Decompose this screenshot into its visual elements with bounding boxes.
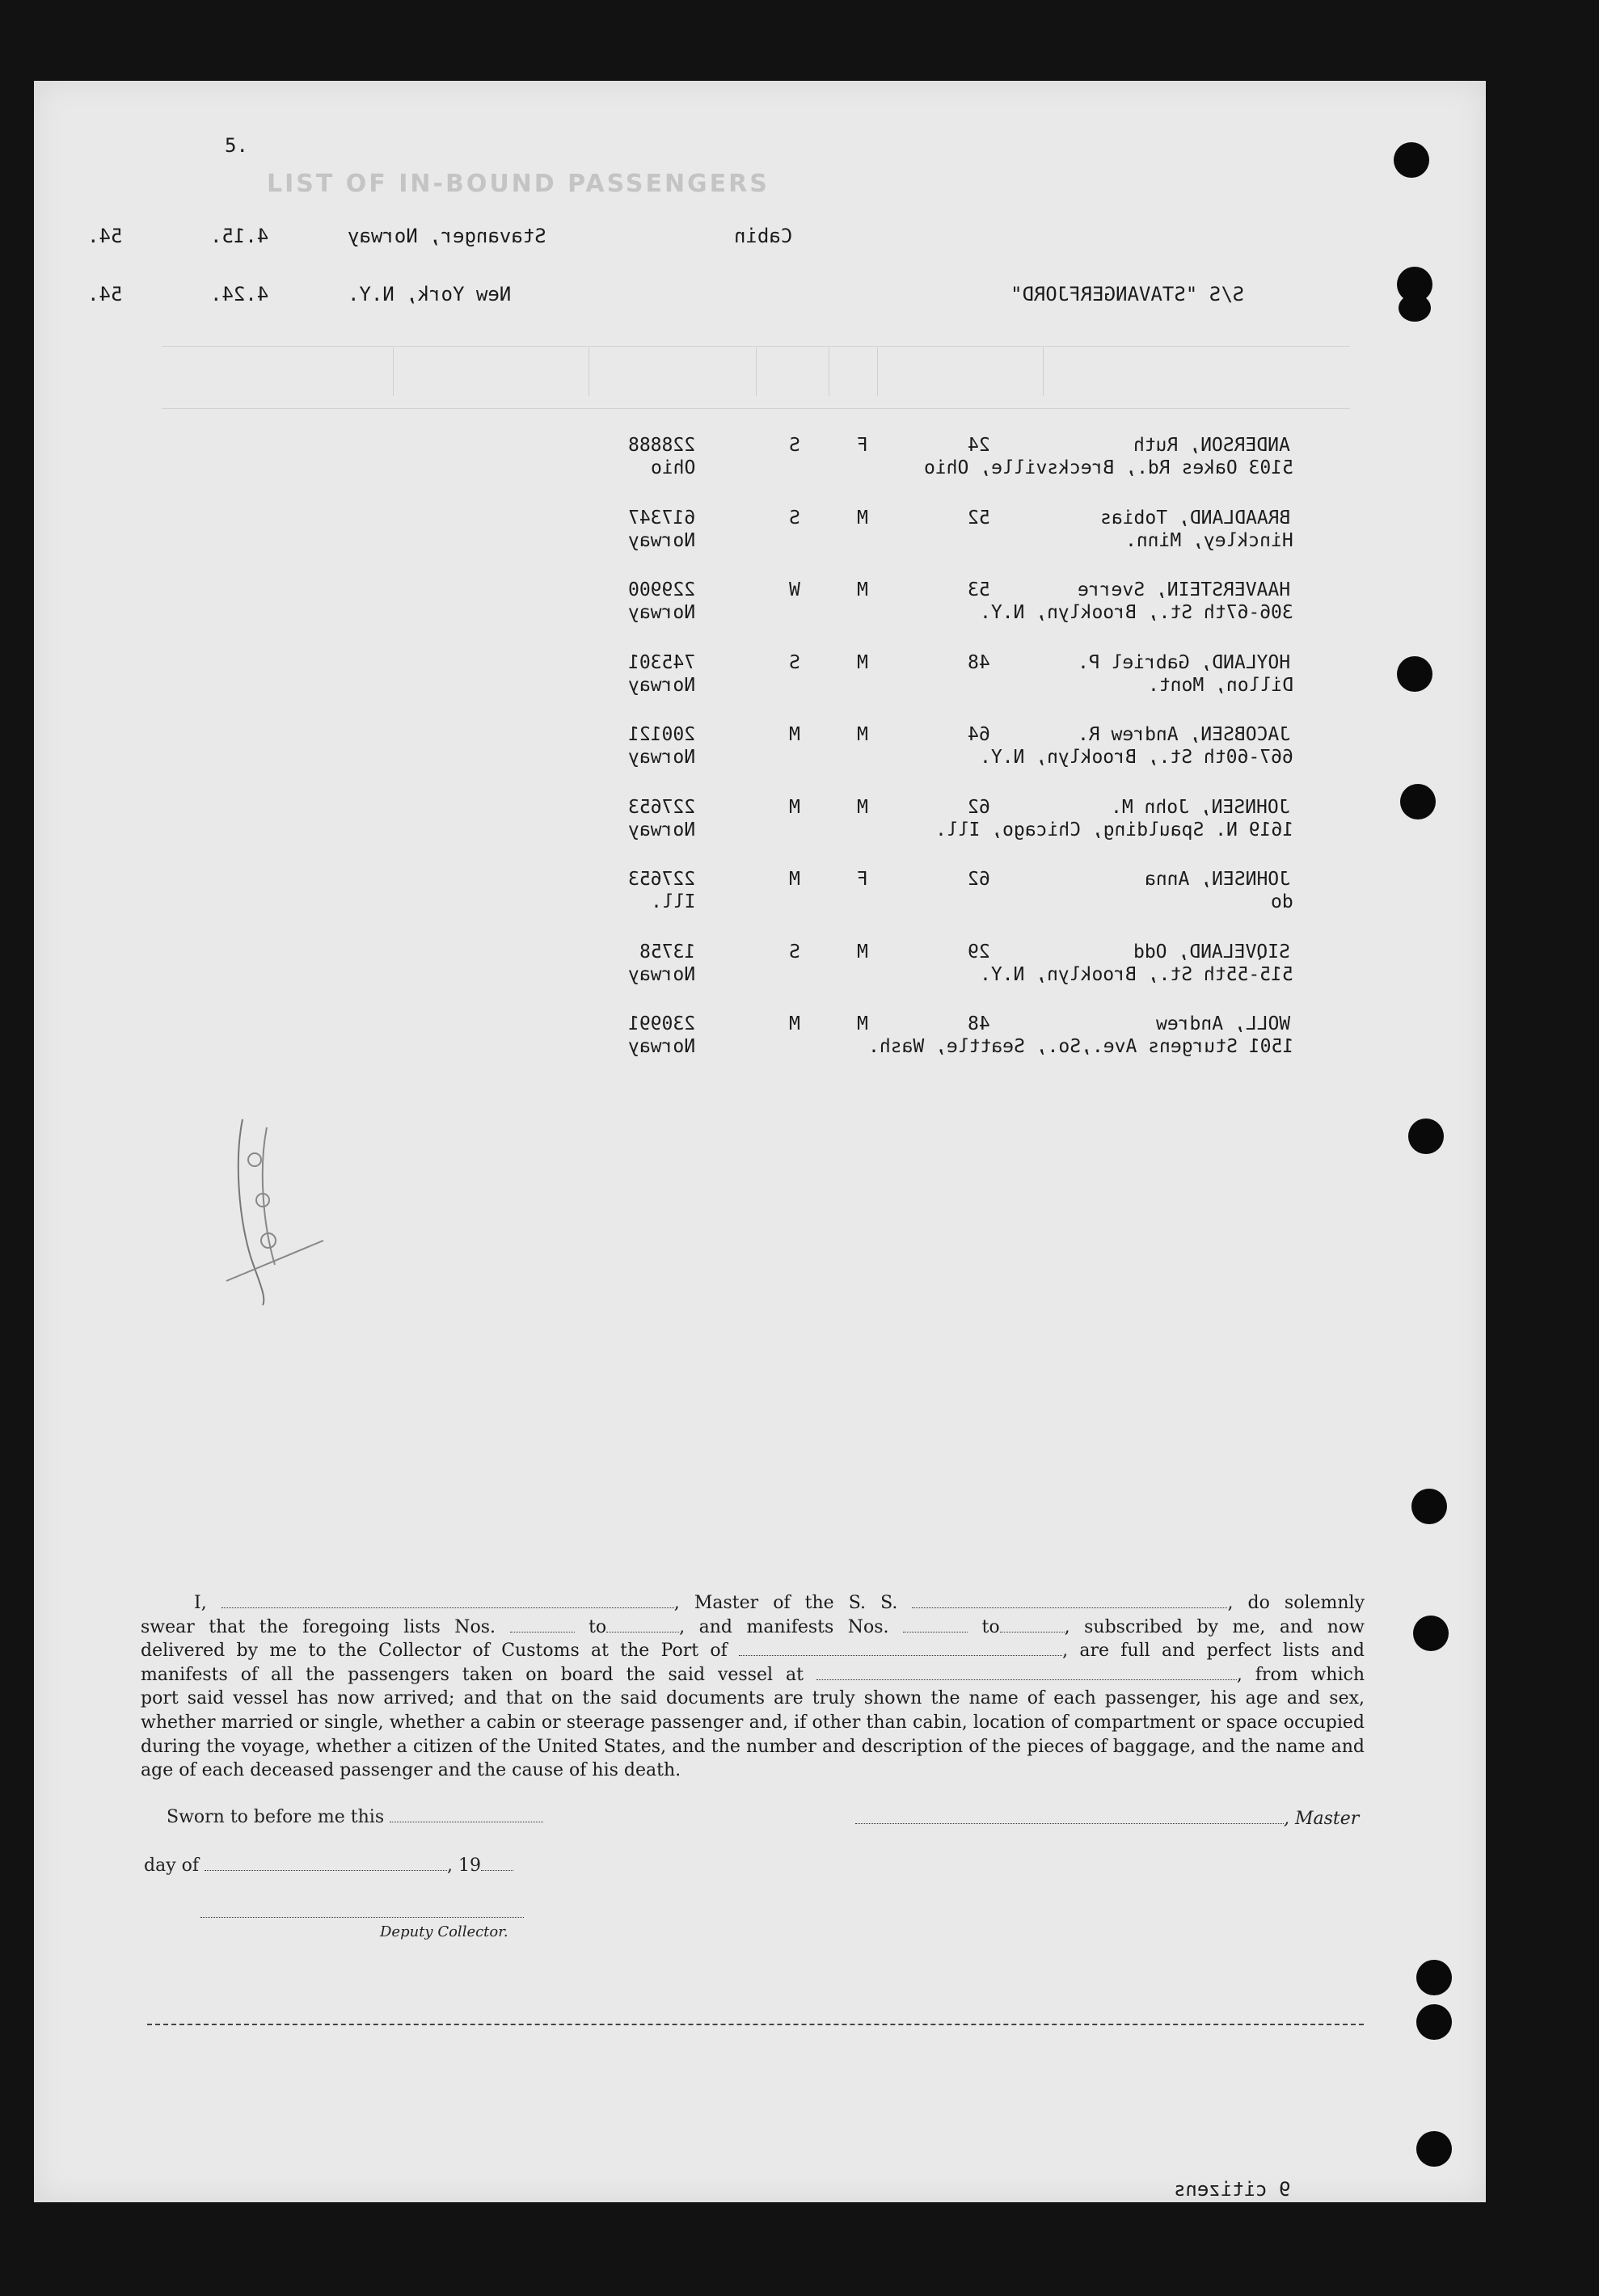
passenger-status: S [789, 507, 800, 529]
binder-hole [1416, 2004, 1452, 2040]
binder-hole [1397, 656, 1432, 692]
passenger-address: Hinckley, Minn. [1125, 529, 1293, 551]
passenger-address: 1501 Sturgens Ave.,So., Seattle, Wash. [867, 1036, 1293, 1057]
passenger-sex: M [857, 579, 868, 600]
passenger-address: Dillon, Mont. [1147, 674, 1293, 696]
deputy-collector-label: Deputy Collector. [380, 1923, 508, 1940]
passenger-sex: F [857, 869, 868, 890]
passenger-status: M [789, 724, 800, 745]
column-rule [393, 348, 394, 396]
passenger-sex: F [857, 435, 868, 456]
binder-hole [1399, 294, 1431, 322]
passenger-number: 229900 [627, 579, 695, 600]
passenger-origin: Norway [627, 602, 695, 623]
passenger-status: M [789, 1013, 800, 1034]
passenger-origin: Norway [627, 819, 695, 840]
pencil-tally-mark [218, 1111, 331, 1313]
passenger-name: SIQVELAND, Odd [1133, 941, 1290, 963]
header-port-1: Stavanger, Norway [348, 225, 546, 247]
passenger-name: HAAVERSTEIN, Sverre [1077, 579, 1290, 600]
passenger-origin: Ill. [650, 891, 695, 912]
header-class: Cabin [734, 225, 793, 247]
passenger-sex: M [857, 651, 868, 673]
passenger-sex: M [857, 507, 868, 529]
passenger-name: WOLL, Andrew [1155, 1013, 1290, 1034]
passenger-age: 64 [968, 724, 990, 745]
passenger-age: 29 [968, 941, 990, 963]
passenger-age: 53 [968, 579, 990, 600]
binder-hole [1408, 1119, 1444, 1154]
binder-hole [1394, 142, 1429, 178]
header-year-1: 54. [87, 225, 123, 247]
passenger-status: S [789, 435, 800, 456]
binder-hole [1400, 784, 1436, 819]
passenger-name: JACOBSEN, Andrew R. [1077, 724, 1290, 745]
citizens-note: 9 citizens [1174, 2178, 1291, 2201]
page-number: 5. [225, 134, 248, 157]
passenger-age: 24 [968, 435, 990, 456]
passenger-status: S [789, 651, 800, 673]
passenger-name: HOYLAND, Gabriel P. [1077, 651, 1290, 673]
bottom-rule [147, 2024, 1364, 2025]
passenger-address: do [1271, 891, 1293, 912]
column-rule [1043, 348, 1044, 396]
passenger-number: 617347 [627, 507, 695, 529]
passenger-sex: M [857, 1013, 868, 1034]
passenger-number: 227653 [627, 796, 695, 818]
form-title-ghost: LIST OF IN-BOUND PASSENGERS [267, 170, 770, 198]
passenger-origin: Ohio [650, 457, 695, 478]
passenger-age: 48 [968, 1013, 990, 1034]
passenger-origin: Norway [627, 1036, 695, 1057]
binder-hole [1416, 1960, 1452, 1995]
sworn-line: Sworn to before me this [167, 1807, 543, 1827]
header-year-2: 54. [87, 283, 123, 305]
passenger-origin: Norway [627, 674, 695, 696]
table-rule [162, 408, 1350, 409]
passenger-number: 200121 [627, 724, 695, 745]
passenger-address: 306-67th St., Brooklyn, N.Y. [980, 602, 1293, 623]
header-date-2: 4.24. [210, 283, 269, 305]
passenger-number: 745301 [627, 651, 695, 673]
passenger-address: 515-55th St., Brooklyn, N.Y. [980, 963, 1293, 985]
passenger-sex: M [857, 941, 868, 963]
passenger-status: M [789, 869, 800, 890]
passenger-origin: Norway [627, 747, 695, 768]
binder-hole [1416, 2131, 1452, 2167]
binder-hole [1411, 1489, 1447, 1524]
header-date-1: 4.15. [210, 225, 269, 247]
passenger-age: 62 [968, 869, 990, 890]
table-rule [162, 346, 1350, 347]
deputy-signature-rule [200, 1917, 524, 1918]
passenger-name: JOHNSEN, Anna [1144, 869, 1290, 890]
passenger-number: 228888 [627, 435, 695, 456]
passenger-status: W [789, 579, 800, 600]
passenger-sex: M [857, 724, 868, 745]
passenger-status: S [789, 941, 800, 963]
binder-hole [1413, 1616, 1449, 1651]
passenger-address: 5103 Oakes Rd., Brecksville, Ohio [924, 457, 1293, 478]
passenger-status: M [789, 796, 800, 818]
passenger-sex: M [857, 796, 868, 818]
passenger-age: 62 [968, 796, 990, 818]
column-rule [756, 348, 757, 396]
header-port-2: New York, N.Y. [348, 283, 512, 305]
passenger-number: 230991 [627, 1013, 695, 1034]
master-signature-line: , Master [855, 1809, 1359, 1829]
passenger-name: JOHNSEN, John M. [1111, 796, 1290, 818]
passenger-address: 667-60th St., Brooklyn, N.Y. [980, 747, 1293, 768]
column-rule [877, 348, 878, 396]
passenger-name: ANDERSON, Ruth [1133, 435, 1290, 456]
passenger-age: 48 [968, 651, 990, 673]
day-of-line: day of , 19 [144, 1856, 513, 1876]
passenger-origin: Norway [627, 963, 695, 985]
passenger-name: BRAADLAND, Tobias [1099, 507, 1290, 529]
passenger-age: 52 [968, 507, 990, 529]
header-vessel: S/S "STAVANGERFJORD" [1010, 283, 1244, 305]
passenger-number: 13758 [639, 941, 695, 963]
passenger-address: 1619 N. Spaulding, Chicago, Ill. [935, 819, 1293, 840]
passenger-origin: Norway [627, 529, 695, 551]
passenger-number: 227653 [627, 869, 695, 890]
declaration: I, , Master of the S. S. , do solemnly swear that the foregoing lists Nos. to , and manifests Nos. to , subscribed by me, and now delivered by me to the Collector of Customs at the Port of , are full and perfect lists and manifests of all the passengers taken on board the said vessel at , from which port said vessel has now arrived; and that on the said documents are truly shown the name of each passenger, his age and sex, whether married or single, whether a cabin or steerage passenger and, if other than cabin, location of compartment or space occupied during the voyage, whether a citizen of the United States, and the number and description of the pieces of baggage, and the name and age of each deceased passenger and the cause of his death. [141, 1593, 1365, 1781]
